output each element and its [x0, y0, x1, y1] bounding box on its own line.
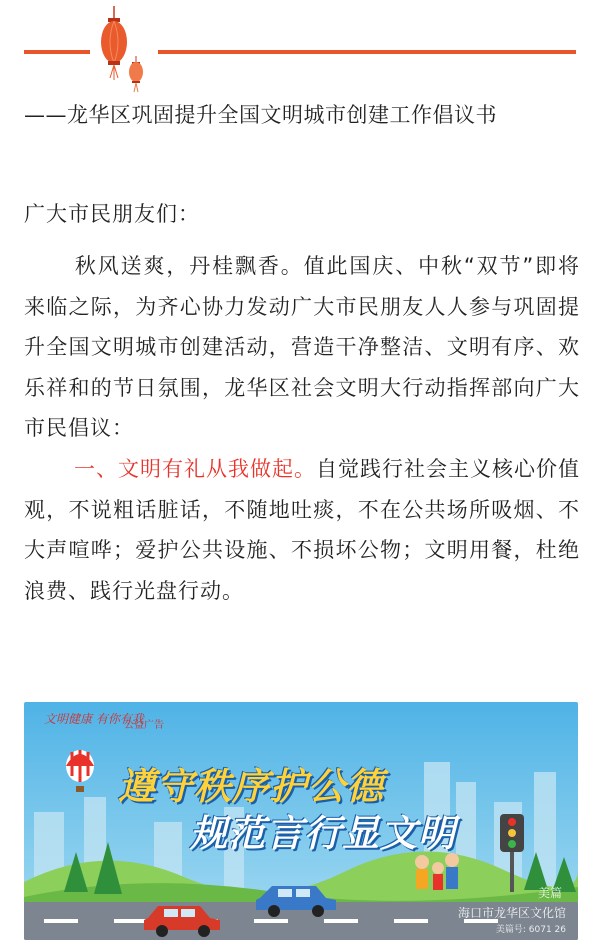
- ad-brand-logo: 文明健康 有你有我: [44, 712, 144, 726]
- header-line-right: [158, 50, 576, 54]
- ad-tag: 公益广告: [124, 720, 164, 731]
- paragraph-intro-text: 秋风送爽，丹桂飘香。值此国庆、中秋“双节”即将来临之际，为齐心协力发动广大市民朋友人人参与巩固提升全国文明城市创建活动，营造干净整洁、文明有序、欢乐祥和的节日氛围，龙华区社会文明大行动指挥部向广大市民倡议：: [24, 254, 580, 441]
- banner-slogan-2: 规范言行显文明: [190, 812, 456, 855]
- header-line-left: [24, 50, 90, 54]
- greeting: 广大市民朋友们：: [24, 202, 200, 226]
- item-1-heading: 一、文明有礼从我做起。: [74, 456, 316, 481]
- paragraph-intro: [24, 246, 580, 449]
- watermark-author: 海口市龙华区文化馆: [457, 906, 566, 920]
- document-subtitle: ——龙华区巩固提升全国文明城市创建工作倡议书: [24, 103, 497, 127]
- item-1-body: 自觉践行社会主义核心价值观，不说粗话脏话，不随地吐痰，不在公共场所吸烟、不大声喧哗；爱护公共设施、不损坏公物；文明用餐，杜绝浪费、践行光盘行动。: [24, 456, 580, 603]
- document-body: [24, 196, 580, 611]
- watermark-id: 美篇号: 6071 26: [495, 925, 566, 935]
- lantern-icon: [88, 6, 160, 98]
- public-service-banner: [24, 702, 578, 940]
- banner-slogan-1: 遵守秩序护公德: [118, 765, 384, 808]
- paragraph-item-1: [24, 449, 580, 611]
- header-decoration: [0, 0, 600, 100]
- watermark-app: 美篇: [537, 886, 562, 900]
